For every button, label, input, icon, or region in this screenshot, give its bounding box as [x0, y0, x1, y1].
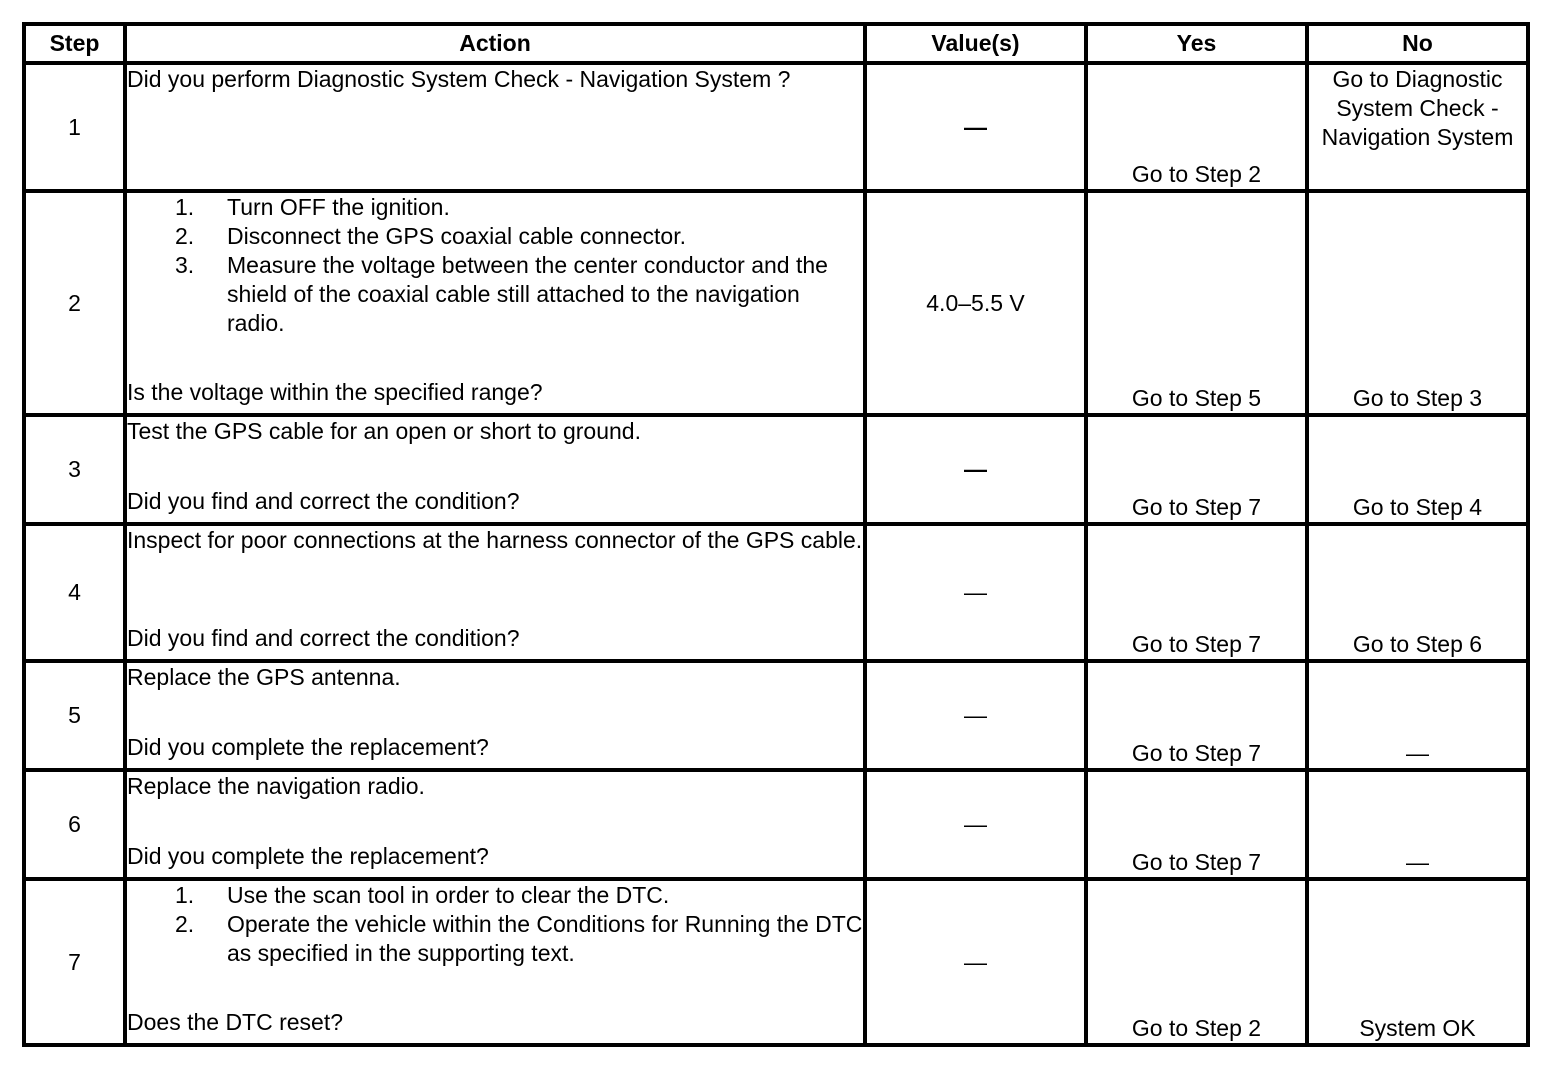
action-text: Replace the GPS antenna. [127, 664, 401, 690]
no-cell: — [1307, 661, 1528, 770]
header-values: Value(s) [865, 24, 1086, 63]
table-row [24, 661, 1528, 770]
table-row [24, 879, 1528, 1045]
yes-cell: Go to Step 7 [1086, 524, 1307, 661]
no-cell: Go to Step 4 [1307, 415, 1528, 524]
action-cell [125, 191, 865, 415]
diagnostic-table [22, 22, 1530, 1047]
action-cell [125, 661, 865, 770]
action-list [127, 881, 863, 968]
yes-cell: Go to Step 2 [1086, 63, 1307, 191]
table-row [24, 770, 1528, 879]
step-number: 2 [24, 191, 125, 415]
action-cell [125, 63, 865, 191]
yes-cell: Go to Step 7 [1086, 415, 1307, 524]
table-row [24, 191, 1528, 415]
action-cell [125, 770, 865, 879]
table-row [24, 524, 1528, 661]
action-text: Inspect for poor connections at the harness connector of the GPS cable. [127, 527, 863, 553]
value-cell: — [865, 524, 1086, 661]
action-text: Replace the navigation radio. [127, 773, 425, 799]
no-cell: System OK [1307, 879, 1528, 1045]
action-cell [125, 879, 865, 1045]
value-cell: — [865, 415, 1086, 524]
table-row [24, 415, 1528, 524]
yes-cell: Go to Step 7 [1086, 770, 1307, 879]
step-number: 4 [24, 524, 125, 661]
value-cell: — [865, 63, 1086, 191]
list-item: 3. Measure the voltage between the center conductor and the shield of the coaxial cable still attached to the navigation radio. [175, 252, 828, 336]
step-number: 5 [24, 661, 125, 770]
action-question: Is the voltage within the specified range? [127, 379, 543, 405]
yes-cell: Go to Step 7 [1086, 661, 1307, 770]
value-cell: 4.0–5.5 V [865, 191, 1086, 415]
no-cell: Go to Step 6 [1307, 524, 1528, 661]
step-number: 6 [24, 770, 125, 879]
action-text: Did you perform Diagnostic System Check - Navigation System ? [127, 66, 791, 92]
header-row [24, 24, 1528, 63]
list-item: 1. Use the scan tool in order to clear the DTC. [175, 882, 670, 908]
value-cell: — [865, 770, 1086, 879]
step-number: 7 [24, 879, 125, 1045]
header-yes: Yes [1086, 24, 1307, 63]
no-cell: Go to Step 3 [1307, 191, 1528, 415]
list-item: 2. Operate the vehicle within the Conditions for Running the DTC as specified in the supporting text. [175, 911, 863, 966]
action-question: Did you complete the replacement? [127, 734, 489, 760]
value-cell: — [865, 879, 1086, 1045]
yes-cell: Go to Step 2 [1086, 879, 1307, 1045]
list-item: 1. Turn OFF the ignition. [175, 194, 450, 220]
action-question: Does the DTC reset? [127, 1009, 344, 1035]
yes-cell: Go to Step 5 [1086, 191, 1307, 415]
action-question: Did you complete the replacement? [127, 843, 489, 869]
action-list [127, 193, 863, 338]
header-step: Step [24, 24, 125, 63]
header-no: No [1307, 24, 1528, 63]
value-cell: — [865, 661, 1086, 770]
list-item: 2. Disconnect the GPS coaxial cable connector. [175, 223, 686, 249]
action-text: Test the GPS cable for an open or short to ground. [127, 418, 641, 444]
step-number: 3 [24, 415, 125, 524]
step-number: 1 [24, 63, 125, 191]
no-cell: Go to Diagnostic System Check - Navigation System [1307, 63, 1528, 191]
header-action: Action [125, 24, 865, 63]
table-row [24, 63, 1528, 191]
action-cell [125, 524, 865, 661]
action-cell [125, 415, 865, 524]
no-cell: — [1307, 770, 1528, 879]
action-question: Did you find and correct the condition? [127, 625, 520, 651]
action-question: Did you find and correct the condition? [127, 488, 520, 514]
